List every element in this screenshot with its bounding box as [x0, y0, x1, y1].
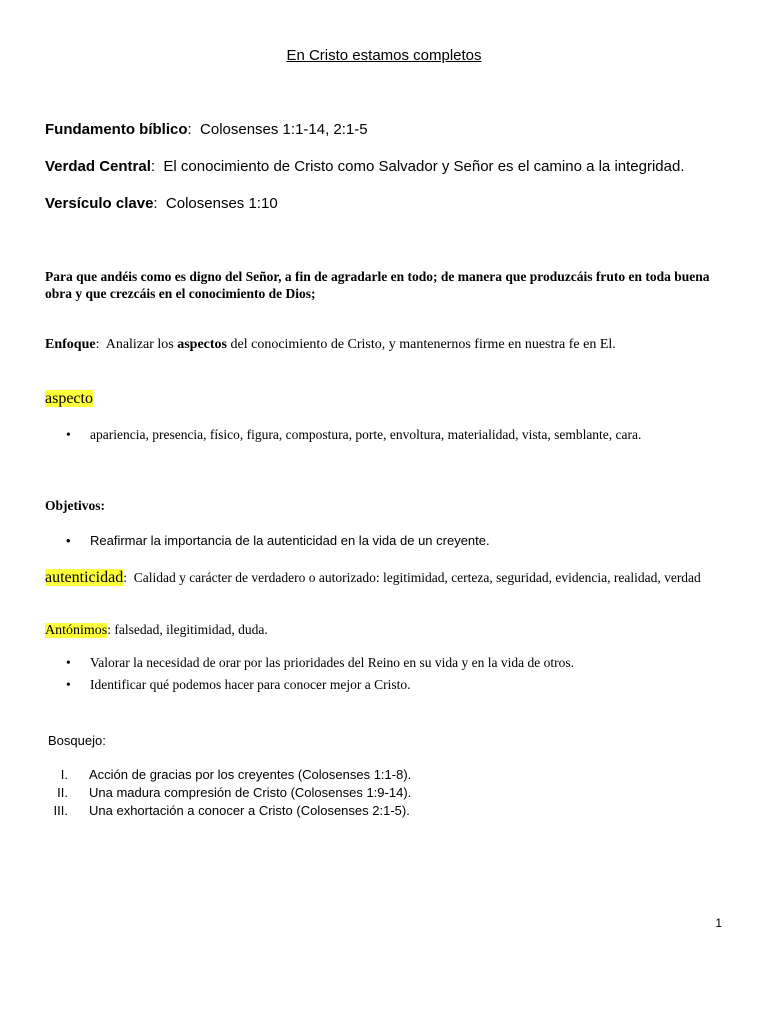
key-verse-text: Para que andéis como es digno del Señor, a fin de agradarle en todo; de manera que produzcáis fruto en toda buena obra y que crezcáis en el conocimiento de Dios;	[45, 269, 710, 301]
autenticidad-definition: autenticidad: Calidad y carácter de verdadero o autorizado: legitimidad, certeza, seguridad, evidencia, realidad, verdad	[45, 569, 701, 586]
enfoque-line: Enfoque: Analizar los aspectos del conocimiento de Cristo, y mantenernos firme en nuestra fe en El.	[45, 337, 616, 352]
outline-text: Una madura compresión de Cristo (Colosenses 1:9-14).	[89, 785, 412, 800]
antonimos-line: Antónimos: falsedad, ilegitimidad, duda.	[45, 622, 268, 638]
verdad-value: El conocimiento de Cristo como Salvador y Señor es el camino a la integridad.	[163, 158, 685, 175]
outline-number: III.	[53, 803, 68, 818]
autenticidad-term: autenticidad	[45, 569, 124, 586]
outline-item	[0, 785, 768, 803]
fundamento-label: Fundamento bíblico	[45, 121, 188, 138]
enfoque-bold: aspectos	[177, 337, 228, 352]
verdad-line: Verdad Central: El conocimiento de Cristo como Salvador y Señor es el camino a la integridad.	[45, 158, 685, 175]
objetivo-3-text: Identificar qué podemos hacer para conocer mejor a Cristo.	[90, 677, 411, 692]
enfoque-post: del conocimiento de Cristo, y mantenernos firme en nuestra fe en El.	[230, 337, 616, 352]
bullet-icon: •	[66, 677, 71, 692]
aspecto-heading	[45, 390, 93, 408]
antonimos-term: Antónimos	[45, 623, 108, 638]
objetivo-1-text: Reafirmar la importancia de la autenticidad en la vida de un creyente.	[90, 533, 490, 548]
fundamento-value: Colosenses 1:1-14, 2:1-5	[200, 121, 368, 138]
enfoque-label: Enfoque	[45, 337, 96, 352]
enfoque-pre: Analizar los	[105, 337, 174, 352]
page-number: 1	[715, 916, 722, 930]
antonimos-def: falsedad, ilegitimidad, duda.	[114, 622, 268, 637]
bosquejo-heading: Bosquejo:	[48, 733, 106, 748]
versiculo-value: Colosenses 1:10	[165, 195, 278, 212]
outline-text: Una exhortación a conocer a Cristo (Colosenses 2:1-5).	[89, 803, 410, 818]
bullet-icon: •	[66, 533, 71, 548]
outline-number: I.	[60, 767, 68, 782]
verdad-label: Verdad Central	[45, 158, 151, 175]
outline-text: Acción de gracias por los creyentes (Colosenses 1:1-8).	[89, 767, 412, 782]
fundamento-line: Fundamento bíblico: Colosenses 1:1-14, 2:1-5	[45, 121, 368, 138]
versiculo-line: Versículo clave: Colosenses 1:10	[45, 195, 278, 212]
bullet-icon: •	[66, 427, 71, 442]
aspecto-term: aspecto	[45, 390, 93, 407]
outline-number: II.	[57, 785, 68, 800]
objetivo-2-text: Valorar la necesidad de orar por las prioridades del Reino en su vida y en la vida de otros.	[90, 655, 574, 670]
outline-item	[0, 803, 768, 821]
autenticidad-def: Calidad y carácter de verdadero o autorizado: legitimidad, certeza, seguridad, evidencia, realidad, verdad	[133, 570, 701, 585]
aspecto-bullet-text: apariencia, presencia, físico, figura, compostura, porte, envoltura, materialidad, vista, semblante, cara.	[90, 427, 642, 442]
versiculo-label: Versículo clave	[45, 195, 154, 212]
outline-item	[0, 767, 768, 785]
bullet-icon: •	[66, 655, 71, 670]
page-title: En Cristo estamos completos	[286, 47, 482, 64]
objetivos-heading: Objetivos:	[45, 498, 105, 513]
